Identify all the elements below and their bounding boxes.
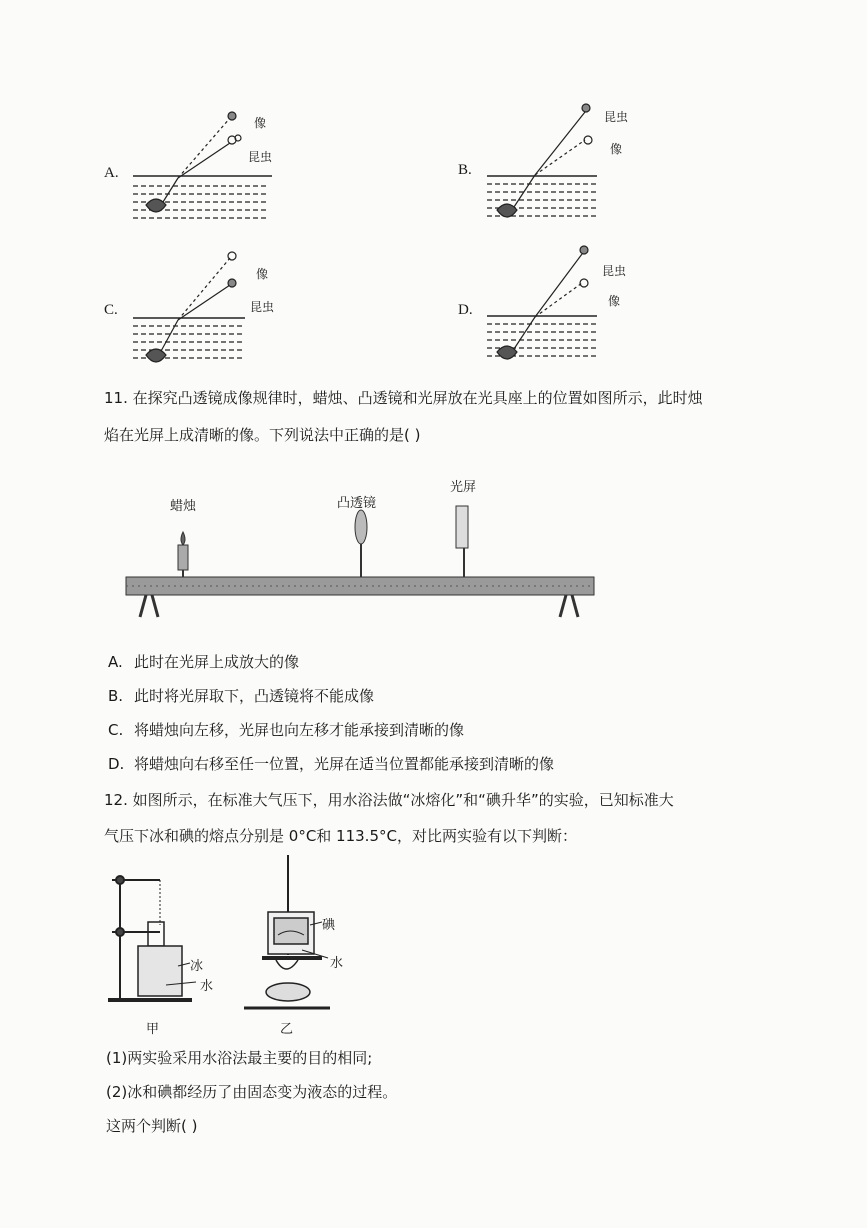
image-label: 像 — [254, 116, 267, 130]
insect-label: 昆虫 — [250, 300, 275, 314]
option-text: 此时在光屏上成放大的像 — [134, 653, 300, 671]
image-label: 像 — [608, 294, 621, 308]
option-letter: D. — [108, 755, 125, 773]
lens-label: 凸透镜 — [337, 496, 377, 511]
insect-label: 昆虫 — [604, 110, 629, 124]
water-label: 水 — [200, 979, 214, 994]
q11-stem-line2: 焰在光屏上成清晰的像。下列说法中正确的是( ) — [104, 426, 421, 444]
option-letter: C. — [108, 721, 124, 739]
q12-stem-line2: 气压下冰和碘的熔点分别是 0°C和 113.5°C，对比两实验有以下判断： — [104, 827, 577, 845]
iodine-label: 碘 — [322, 918, 336, 933]
insect-label: 昆虫 — [248, 150, 273, 164]
q11-stem-line1: 11. 在探究凸透镜成像规律时，蜡烛、凸透镜和光屏放在光具座上的位置如图所示，此时烛 — [104, 389, 703, 407]
option-text: 此时将光屏取下，凸透镜将不能成像 — [134, 687, 375, 705]
q12-stem-line1: 12. 如图所示，在标准大气压下，用水浴法做“冰熔化”和“碘升华”的实验，已知标准大 — [104, 791, 674, 809]
option-letter: B. — [108, 687, 124, 705]
figure-yi-caption: 乙 — [280, 1022, 294, 1037]
figure-jia-caption: 甲 — [146, 1022, 160, 1037]
option-text: 将蜡烛向左移，光屏也向左移才能承接到清晰的像 — [134, 721, 465, 739]
screen-label: 光屏 — [450, 480, 477, 495]
option-text: 将蜡烛向右移至任一位置，光屏在适当位置都能承接到清晰的像 — [134, 755, 555, 773]
option-letter: B. — [458, 162, 472, 178]
q12-statement1: (1)两实验采用水浴法最主要的目的相同; — [106, 1049, 373, 1067]
image-label: 像 — [256, 267, 269, 281]
option-letter: A. — [104, 165, 119, 181]
candle-label: 蜡烛 — [170, 499, 197, 514]
option-letter: D. — [458, 302, 473, 318]
q12-question: 这两个判断( ) — [106, 1117, 198, 1135]
q12-statement2: (2)冰和碘都经历了由固态变为液态的过程。 — [106, 1083, 398, 1101]
ice-label: 冰 — [190, 959, 204, 974]
image-label: 像 — [610, 142, 623, 156]
water-label: 水 — [330, 956, 344, 971]
option-letter: A. — [108, 653, 123, 671]
insect-label: 昆虫 — [602, 264, 627, 278]
option-letter: C. — [104, 302, 118, 318]
